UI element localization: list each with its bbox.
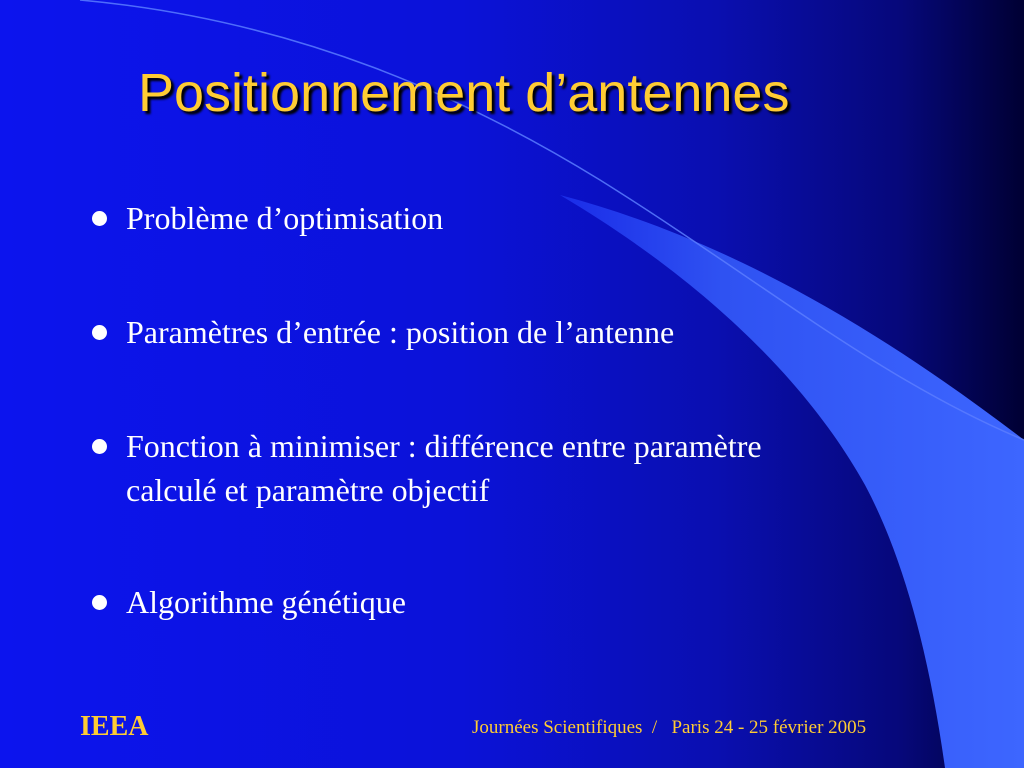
bullet-text: Fonction à minimiser : différence entre paramètre [126, 428, 762, 464]
bullet-text: Algorithme génétique [126, 584, 406, 620]
bullet-text: Problème d’optimisation [126, 200, 444, 236]
bullet-item [88, 196, 948, 240]
bullet-dot-icon [92, 325, 107, 340]
bullet-dot-icon [92, 439, 107, 454]
slide-title: Positionnement d’antennes [138, 63, 790, 123]
bullet-item [88, 310, 948, 354]
bullet-list [88, 196, 948, 624]
footer-organization: IEEA [80, 711, 149, 742]
footer-event-info: Journées Scientifiques / Paris 24 - 25 février 2005 [472, 717, 867, 738]
bullet-text-continuation: calculé et paramètre objectif [126, 472, 490, 508]
bullet-item [88, 580, 948, 624]
bullet-dot-icon [92, 211, 107, 226]
bullet-item [88, 424, 948, 512]
bullet-dot-icon [92, 595, 107, 610]
bullet-text: Paramètres d’entrée : position de l’antenne [126, 314, 675, 350]
